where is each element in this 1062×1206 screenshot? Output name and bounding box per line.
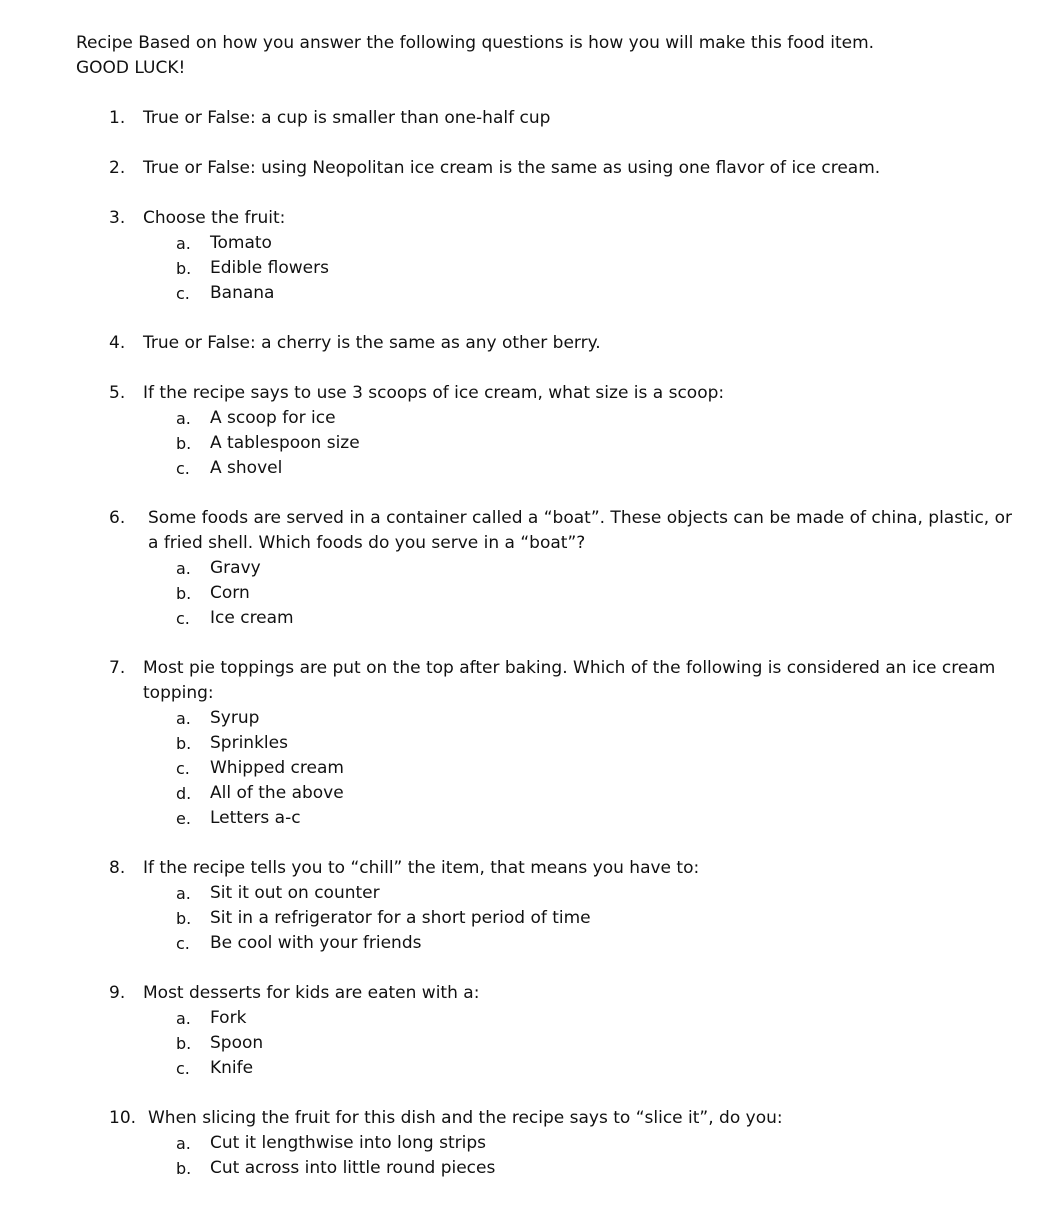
question-4 [0, 331, 1013, 356]
option-letter: a. [176, 709, 191, 728]
option-letter: b. [176, 434, 192, 453]
option-text: Letters a-c [210, 808, 301, 828]
option-text: Fork [210, 1008, 247, 1028]
question-text: If the recipe tells you to “chill” the item, that means you have to: [143, 858, 700, 878]
question-text: Most pie toppings are put on the top after baking. Which of the following is considered an ice cream topping: [143, 658, 996, 703]
option-text: Spoon [210, 1033, 264, 1053]
option-letter: a. [176, 1009, 191, 1028]
answer-options [143, 706, 1013, 831]
answer-options [143, 556, 1013, 631]
question-text: If the recipe says to use 3 scoops of ice cream, what size is a scoop: [143, 383, 725, 403]
answer-option [143, 456, 1013, 481]
option-text: A shovel [210, 458, 283, 478]
answer-option [143, 906, 1013, 931]
question-text: True or False: using Neopolitan ice cream is the same as using one flavor of ice cream. [143, 158, 881, 178]
question-6 [0, 506, 1013, 631]
option-letter: a. [176, 234, 191, 253]
option-text: Edible flowers [210, 258, 329, 278]
question-number: 6. [109, 508, 126, 528]
answer-option [143, 1056, 1013, 1081]
answer-options [143, 231, 1013, 306]
question-number: 1. [109, 108, 126, 128]
option-letter: c. [176, 1059, 190, 1078]
answer-option [143, 1031, 1013, 1056]
question-number: 3. [109, 208, 126, 228]
question-number: 5. [109, 383, 126, 403]
answer-option [148, 1156, 1018, 1181]
option-letter: c. [176, 284, 190, 303]
answer-options [143, 881, 1013, 956]
question-7 [0, 656, 1013, 831]
answer-option [143, 806, 1013, 831]
option-text: Sit in a refrigerator for a short period of time [210, 908, 591, 928]
option-text: Sprinkles [210, 733, 288, 753]
answer-option [143, 431, 1013, 456]
answer-option [143, 731, 1013, 756]
answer-option [143, 556, 1013, 581]
option-letter: a. [176, 559, 191, 578]
answer-option [148, 1131, 1018, 1156]
option-text: Syrup [210, 708, 260, 728]
option-text: Banana [210, 283, 275, 303]
answer-option [143, 281, 1013, 306]
option-letter: b. [176, 734, 192, 753]
option-text: Corn [210, 583, 250, 603]
option-text: Sit it out on counter [210, 883, 380, 903]
answer-options [143, 406, 1013, 481]
question-text: True or False: a cherry is the same as any other berry. [143, 333, 601, 353]
question-number: 8. [109, 858, 126, 878]
answer-option [143, 931, 1013, 956]
option-letter: c. [176, 934, 190, 953]
question-text: When slicing the fruit for this dish and the recipe says to “slice it”, do you: [148, 1108, 783, 1128]
question-text: True or False: a cup is smaller than one-half cup [143, 108, 551, 128]
option-text: Cut it lengthwise into long strips [210, 1133, 486, 1153]
answer-options [148, 1131, 1018, 1181]
answer-option [143, 756, 1013, 781]
question-8 [0, 856, 1013, 956]
answer-option [143, 881, 1013, 906]
answer-option [143, 256, 1013, 281]
question-text: Most desserts for kids are eaten with a: [143, 983, 480, 1003]
option-text: Cut across into little round pieces [210, 1158, 496, 1178]
option-text: Ice cream [210, 608, 294, 628]
option-text: Tomato [210, 233, 272, 253]
option-letter: b. [176, 584, 192, 603]
question-5 [0, 381, 1013, 481]
question-3 [0, 206, 1013, 306]
option-letter: a. [176, 884, 191, 903]
option-letter: c. [176, 759, 190, 778]
option-letter: b. [176, 1034, 192, 1053]
option-letter: b. [176, 259, 192, 278]
answer-option [143, 706, 1013, 731]
option-letter: d. [176, 784, 192, 803]
question-9 [0, 981, 1013, 1081]
option-letter: c. [176, 609, 190, 628]
question-number: 9. [109, 983, 126, 1003]
question-10 [0, 1106, 1018, 1181]
question-2 [0, 156, 1013, 181]
question-1 [0, 106, 1013, 131]
option-letter: b. [176, 909, 192, 928]
answer-option [143, 606, 1013, 631]
option-text: All of the above [210, 783, 344, 803]
option-letter: a. [176, 409, 191, 428]
question-number: 10. [109, 1108, 137, 1128]
answer-option [143, 781, 1013, 806]
option-text: Whipped cream [210, 758, 344, 778]
intro-line-2: GOOD LUCK! [76, 58, 186, 78]
option-text: A tablespoon size [210, 433, 360, 453]
answer-option [143, 1006, 1013, 1031]
option-text: Be cool with your friends [210, 933, 422, 953]
option-letter: a. [176, 1134, 191, 1153]
intro [76, 31, 1036, 81]
option-letter: c. [176, 459, 190, 478]
option-letter: b. [176, 1159, 192, 1178]
answer-options [143, 1006, 1013, 1081]
option-text: Knife [210, 1058, 254, 1078]
option-text: A scoop for ice [210, 408, 336, 428]
question-number: 2. [109, 158, 126, 178]
question-text: Choose the fruit: [143, 208, 286, 228]
option-text: Gravy [210, 558, 261, 578]
question-number: 4. [109, 333, 126, 353]
answer-option [143, 406, 1013, 431]
question-list [0, 106, 1062, 1206]
option-letter: e. [176, 809, 191, 828]
intro-line-1: Recipe Based on how you answer the following questions is how you will make this food item. [76, 33, 875, 53]
answer-option [143, 231, 1013, 256]
answer-option [143, 581, 1013, 606]
question-number: 7. [109, 658, 126, 678]
question-text: Some foods are served in a container called a “boat”. These objects can be made of china, plastic, or a fried shell. Which foods do you serve in a “boat”? [148, 508, 1012, 553]
